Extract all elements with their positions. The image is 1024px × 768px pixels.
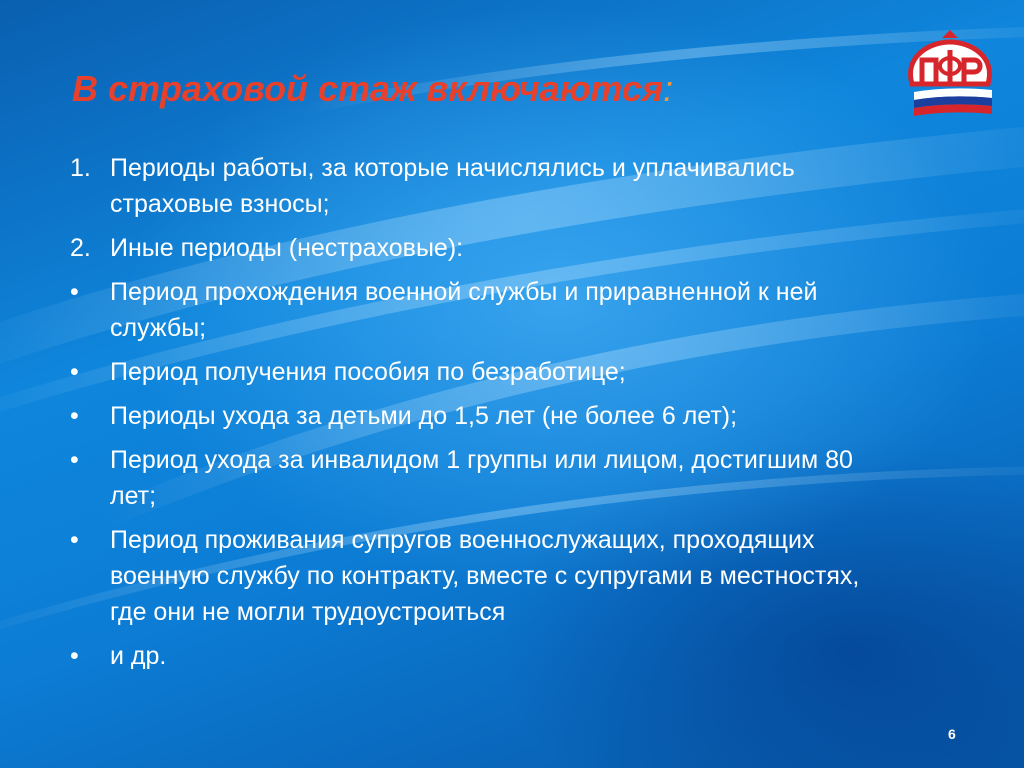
bullet-icon: • <box>70 526 79 554</box>
bullet-icon: • <box>70 446 79 474</box>
bullet-item <box>70 274 890 346</box>
bullet-icon: • <box>70 402 79 430</box>
slide-title-colon: : <box>663 68 674 109</box>
bullet-icon: • <box>70 358 79 386</box>
item-number: 2. <box>70 234 91 262</box>
bullet-item <box>70 398 890 434</box>
bullet-text: и др. <box>110 642 167 670</box>
bullet-item <box>70 522 890 630</box>
slide-content <box>70 150 890 682</box>
bullet-text: Период прохождения военной службы и приравненной к ней службы; <box>110 278 818 342</box>
bullet-icon: • <box>70 278 79 306</box>
item-text: Периоды работы, за которые начислялись и уплачивались страховые взносы; <box>110 154 795 218</box>
item-number: 1. <box>70 154 91 182</box>
page-number: 6 <box>948 726 956 742</box>
pfr-logo-icon <box>900 26 1000 122</box>
numbered-item-1 <box>70 150 890 222</box>
bullet-item <box>70 354 890 390</box>
bullet-item <box>70 442 890 514</box>
numbered-item-2 <box>70 230 890 266</box>
slide-title <box>72 68 673 110</box>
item-text: Иные периоды (нестраховые): <box>110 234 464 262</box>
bullet-icon: • <box>70 642 79 670</box>
bullet-text: Период получения пособия по безработице; <box>110 358 626 386</box>
slide-title-text: В страховой стаж включаются <box>72 68 664 109</box>
bullet-text: Период ухода за инвалидом 1 группы или лицом, достигшим 80 лет; <box>110 446 853 510</box>
bullet-text: Периоды ухода за детьми до 1,5 лет (не более 6 лет); <box>110 402 738 430</box>
bullet-text: Период проживания супругов военнослужащих, проходящих военную службу по контракту, вместе с супругами в местностях, где они не могли трудоустроиться <box>110 526 860 626</box>
bullet-item <box>70 638 890 674</box>
